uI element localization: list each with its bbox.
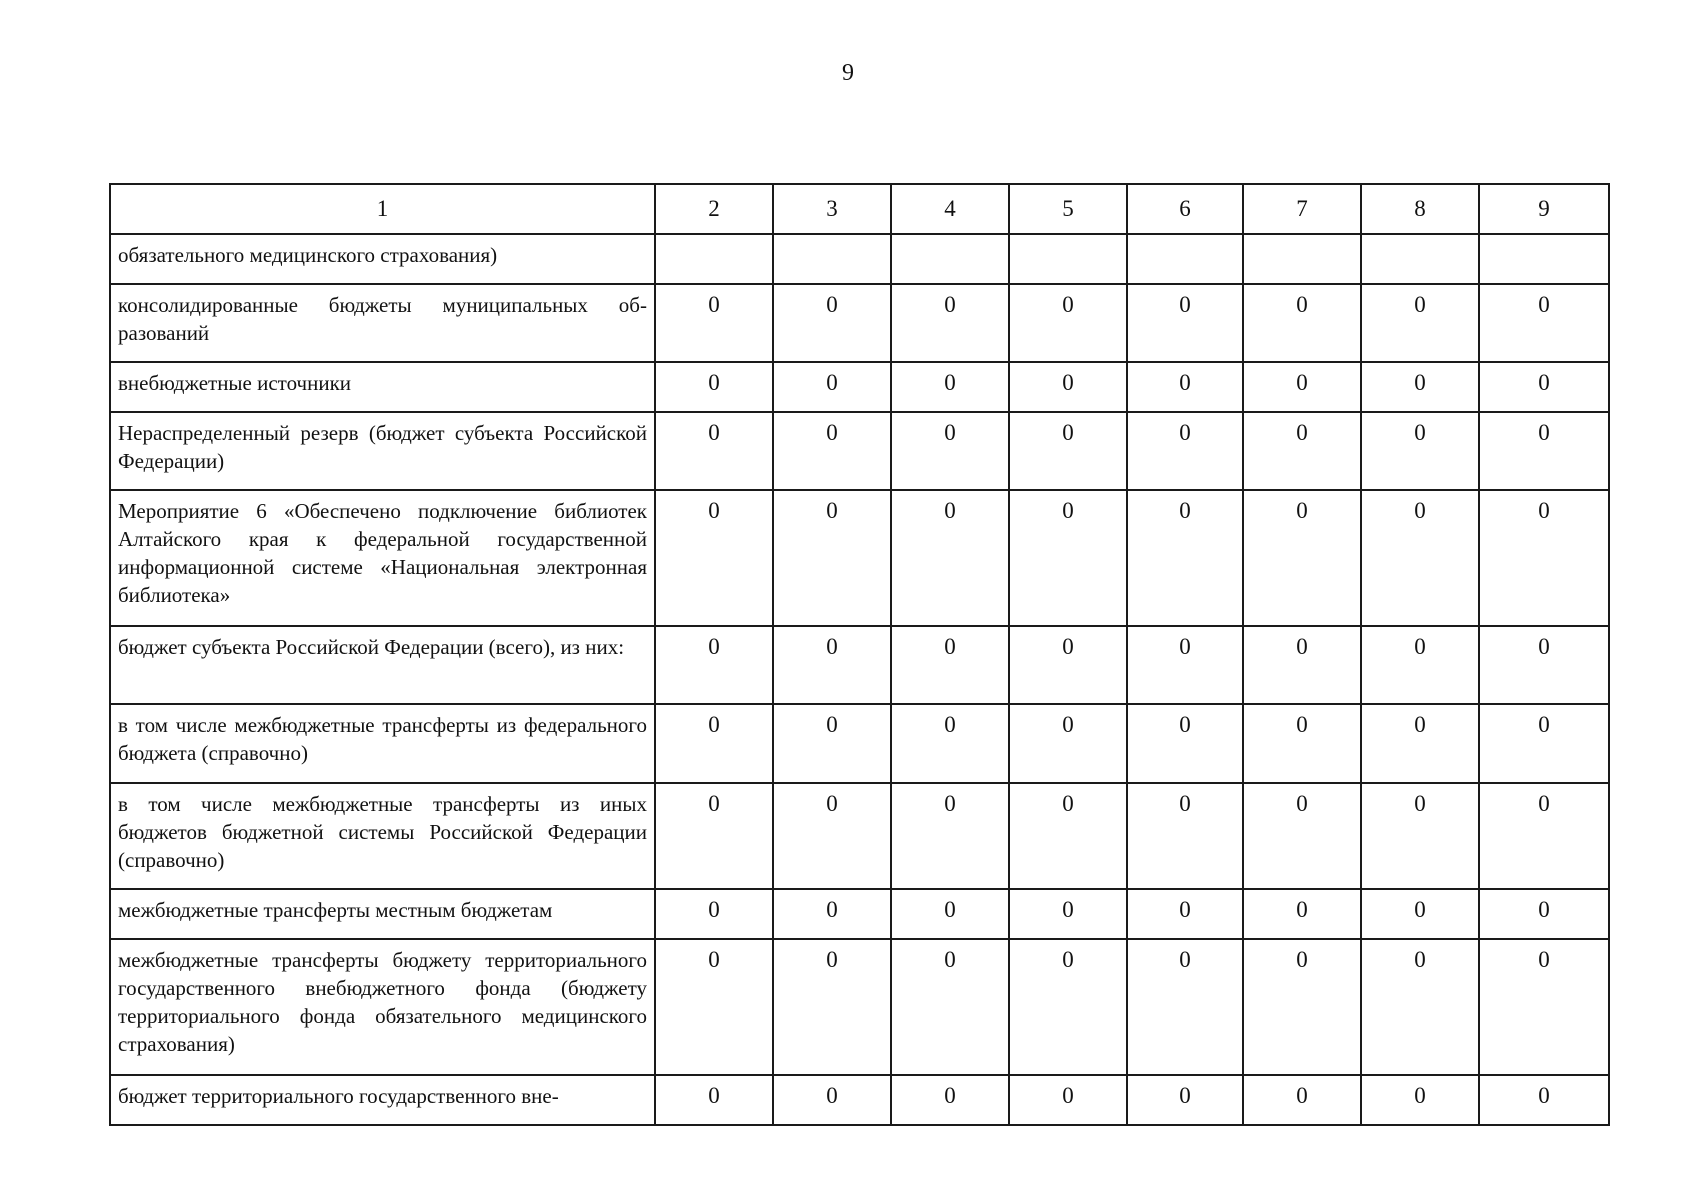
row-value: 0 [1009, 889, 1127, 939]
column-header: 2 [655, 184, 773, 234]
row-value: 0 [655, 1075, 773, 1125]
row-value: 0 [1009, 1075, 1127, 1125]
row-label: обязательного медицинского страхования) [110, 234, 655, 284]
row-value: 0 [891, 284, 1009, 362]
row-label: внебюджетные источники [110, 362, 655, 412]
row-value: 0 [1479, 362, 1609, 412]
row-value: 0 [1009, 412, 1127, 490]
row-label: в том числе межбюджетные трансферты из иных бюджетов бюджетной системы Российской Федерации (справочно) [110, 783, 655, 889]
column-header: 3 [773, 184, 891, 234]
column-header: 6 [1127, 184, 1243, 234]
table-row [110, 362, 1609, 412]
row-value [1243, 234, 1361, 284]
table-row [110, 939, 1609, 1075]
row-value: 0 [1361, 412, 1479, 490]
row-value: 0 [891, 704, 1009, 783]
column-header: 9 [1479, 184, 1609, 234]
row-value [891, 234, 1009, 284]
row-value: 0 [655, 362, 773, 412]
row-label: Нераспределенный резерв (бюджет субъекта Российской Федерации) [110, 412, 655, 490]
row-value: 0 [655, 783, 773, 889]
row-value: 0 [655, 284, 773, 362]
row-label: межбюджетные трансферты бюджету территориального государственного внебюджетного фонда (бюджету территориального фонда обязательного медицинского страхования) [110, 939, 655, 1075]
row-value: 0 [1009, 783, 1127, 889]
row-value: 0 [1243, 704, 1361, 783]
column-header: 8 [1361, 184, 1479, 234]
row-value: 0 [891, 412, 1009, 490]
row-value: 0 [1243, 362, 1361, 412]
row-value: 0 [1243, 284, 1361, 362]
row-value: 0 [1361, 626, 1479, 704]
row-label: Мероприятие 6 «Обеспечено подключение библиотек Алтайского края к федеральной государственной информационной системе «Национальная электронная библиотека» [110, 490, 655, 626]
row-value: 0 [891, 362, 1009, 412]
row-value: 0 [1009, 490, 1127, 626]
row-value [655, 234, 773, 284]
table-row [110, 490, 1609, 626]
row-value: 0 [1479, 284, 1609, 362]
row-value: 0 [655, 704, 773, 783]
table-row [110, 626, 1609, 704]
row-value: 0 [655, 939, 773, 1075]
row-value: 0 [655, 412, 773, 490]
table-header-row [110, 184, 1609, 234]
row-value: 0 [1243, 783, 1361, 889]
row-value: 0 [773, 889, 891, 939]
row-value: 0 [1243, 626, 1361, 704]
row-value [1361, 234, 1479, 284]
column-header: 5 [1009, 184, 1127, 234]
row-value: 0 [1127, 1075, 1243, 1125]
column-header: 4 [891, 184, 1009, 234]
row-value: 0 [773, 939, 891, 1075]
row-value: 0 [1479, 626, 1609, 704]
row-value: 0 [655, 626, 773, 704]
row-value: 0 [1009, 284, 1127, 362]
page-number: 9 [842, 60, 854, 86]
table-row [110, 1075, 1609, 1125]
row-value: 0 [891, 626, 1009, 704]
row-value: 0 [1243, 412, 1361, 490]
row-value: 0 [1127, 889, 1243, 939]
row-value: 0 [1479, 1075, 1609, 1125]
row-value: 0 [773, 284, 891, 362]
row-value: 0 [891, 490, 1009, 626]
row-value: 0 [1243, 490, 1361, 626]
row-value: 0 [773, 1075, 891, 1125]
row-value: 0 [1127, 412, 1243, 490]
budget-table [109, 183, 1610, 1126]
row-value: 0 [1361, 783, 1479, 889]
row-value: 0 [1361, 889, 1479, 939]
row-value: 0 [1479, 704, 1609, 783]
row-value: 0 [1243, 889, 1361, 939]
row-value: 0 [1479, 939, 1609, 1075]
row-value: 0 [891, 1075, 1009, 1125]
row-value: 0 [1009, 939, 1127, 1075]
table-row [110, 412, 1609, 490]
row-value: 0 [1127, 490, 1243, 626]
row-value: 0 [1127, 939, 1243, 1075]
table-row [110, 284, 1609, 362]
table-row [110, 704, 1609, 783]
row-value: 0 [1009, 704, 1127, 783]
row-value [773, 234, 891, 284]
row-value: 0 [655, 889, 773, 939]
row-value: 0 [1127, 704, 1243, 783]
row-value: 0 [1479, 889, 1609, 939]
row-label: в том числе межбюджетные трансферты из федерального бюджета (справочно) [110, 704, 655, 783]
row-value: 0 [1009, 362, 1127, 412]
column-header: 1 [110, 184, 655, 234]
row-value: 0 [773, 490, 891, 626]
row-value: 0 [891, 889, 1009, 939]
column-header: 7 [1243, 184, 1361, 234]
row-value: 0 [773, 412, 891, 490]
row-value: 0 [1127, 284, 1243, 362]
row-value: 0 [1361, 939, 1479, 1075]
row-value: 0 [1479, 412, 1609, 490]
row-value: 0 [1127, 783, 1243, 889]
row-label: бюджет субъекта Российской Федерации (всего), из них: [110, 626, 655, 704]
row-value: 0 [1243, 939, 1361, 1075]
row-value: 0 [1127, 362, 1243, 412]
table-row [110, 234, 1609, 284]
row-value: 0 [1361, 362, 1479, 412]
row-value: 0 [773, 362, 891, 412]
row-label: бюджет территориального государственного вне- [110, 1075, 655, 1125]
table-row [110, 783, 1609, 889]
row-value: 0 [1009, 626, 1127, 704]
row-value: 0 [1361, 704, 1479, 783]
row-label: консолидированные бюджеты муниципальных образований [110, 284, 655, 362]
row-label: межбюджетные трансферты местным бюджетам [110, 889, 655, 939]
row-value: 0 [773, 704, 891, 783]
row-value: 0 [773, 783, 891, 889]
row-value: 0 [1361, 284, 1479, 362]
row-value: 0 [891, 783, 1009, 889]
row-value: 0 [1479, 783, 1609, 889]
row-value [1009, 234, 1127, 284]
row-value: 0 [1243, 1075, 1361, 1125]
table-row [110, 889, 1609, 939]
row-value: 0 [773, 626, 891, 704]
row-value: 0 [1361, 1075, 1479, 1125]
row-value [1127, 234, 1243, 284]
row-value: 0 [1361, 490, 1479, 626]
row-value: 0 [891, 939, 1009, 1075]
row-value: 0 [1479, 490, 1609, 626]
row-value [1479, 234, 1609, 284]
row-value: 0 [1127, 626, 1243, 704]
row-value: 0 [655, 490, 773, 626]
